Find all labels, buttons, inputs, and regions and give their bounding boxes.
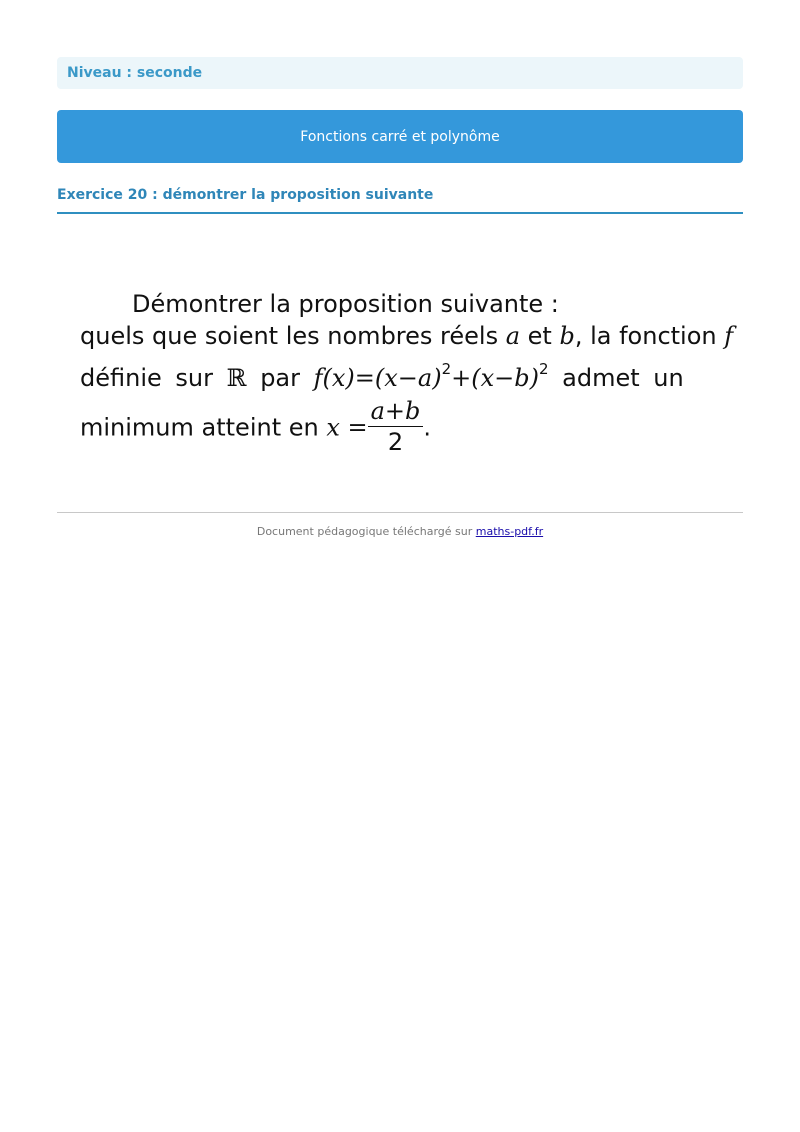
footer-text: Document pédagogique téléchargé sur bbox=[256, 525, 476, 538]
footer bbox=[57, 525, 743, 538]
function-formula-part2: +(x−b) bbox=[451, 364, 539, 392]
fraction-numerator: a+b bbox=[368, 396, 424, 427]
statement-text: minimum atteint en bbox=[80, 413, 327, 442]
exponent: 2 bbox=[538, 360, 549, 378]
statement-intro: Démontrer la proposition suivante : bbox=[132, 290, 559, 318]
level-box bbox=[57, 57, 743, 89]
exercise-heading bbox=[57, 186, 743, 214]
exponent: 2 bbox=[441, 360, 452, 378]
chapter-banner bbox=[57, 110, 743, 163]
statement-line-1 bbox=[132, 288, 559, 321]
statement-text: , la fonction bbox=[574, 322, 725, 350]
statement-line-4 bbox=[80, 398, 431, 459]
variable-b: b bbox=[559, 322, 575, 350]
variable-f: f bbox=[724, 322, 734, 350]
x-equals: x = bbox=[326, 413, 368, 442]
fraction-denominator: 2 bbox=[387, 428, 404, 456]
statement-text: par bbox=[246, 364, 314, 392]
chapter-title: Fonctions carré et polynôme bbox=[300, 128, 500, 145]
period: . bbox=[423, 413, 432, 442]
statement-line-3 bbox=[80, 353, 684, 395]
statement-text: quels que soient les nombres réels bbox=[80, 322, 506, 350]
exercise-heading-text: Exercice 20 : démontrer la proposition suivante bbox=[57, 187, 434, 203]
statement-text: admet un bbox=[548, 364, 684, 392]
variable-a: a bbox=[505, 322, 521, 350]
statement-text: et bbox=[520, 322, 560, 350]
level-label: Niveau : seconde bbox=[67, 65, 203, 81]
footer-link[interactable]: maths-pdf.fr bbox=[475, 525, 544, 538]
reals-symbol: ℝ bbox=[226, 364, 247, 392]
statement-line-2 bbox=[80, 320, 733, 353]
function-formula: f(x)=(x−a) bbox=[313, 364, 442, 392]
statement-text: définie sur bbox=[80, 364, 227, 392]
footer-divider bbox=[57, 512, 743, 513]
fraction bbox=[368, 396, 424, 457]
